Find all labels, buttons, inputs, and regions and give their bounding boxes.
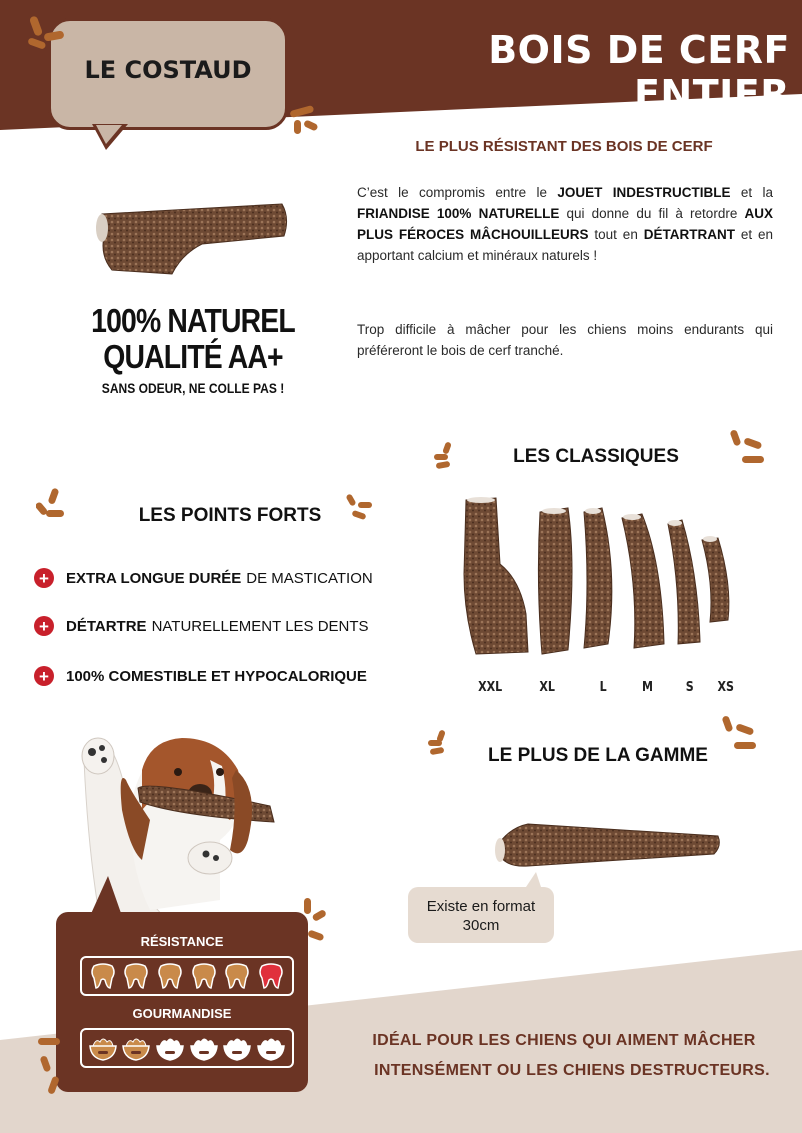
page-title: BOIS DE CERF ENTIER — [488, 28, 790, 116]
intro-paragraph: C’est le compromis entre le JOUET INDESTRUCTIBLE et la FRIANDISE 100% NATURELLE qui donne du fil à retordre AUX PLUS FÉROCES MÂCHOUILLEURS tout en DÉTARTRANT et en apportant calcium et minéraux naturels ! — [357, 185, 774, 263]
list-item: + EXTRA LONGUE DURÉE DE MASTICATION — [34, 568, 404, 588]
tooth-icon — [224, 962, 250, 990]
resistance-rating — [80, 956, 294, 996]
burst-icon — [730, 428, 770, 472]
antlers-sizes-image — [456, 494, 756, 664]
bowl-icon — [155, 1034, 185, 1062]
tooth-icon — [258, 962, 284, 990]
footer-line-2: INTENSÉMENT OU LES CHIENS DESTRUCTEURS. — [374, 1062, 770, 1079]
tooth-icon — [191, 962, 217, 990]
size-label: M — [641, 680, 653, 695]
burst-icon — [36, 1036, 76, 1100]
long-antler-image — [488, 814, 724, 876]
quality-line-2: QUALITÉ AA+ — [103, 338, 283, 375]
plus-icon: + — [34, 616, 54, 636]
burst-icon — [36, 486, 72, 522]
plus-icon: + — [34, 666, 54, 686]
size-label: XS — [717, 680, 734, 695]
size-label: S — [685, 680, 694, 695]
format-note: Existe en format 30cm — [408, 887, 554, 943]
intro-subtitle: LE PLUS RÉSISTANT DES BOIS DE CERF — [415, 138, 713, 155]
gourmandise-label: GOURMANDISE — [132, 1006, 232, 1021]
burst-icon — [426, 728, 456, 756]
badge-text: LE COSTAUD — [84, 56, 252, 84]
range-heading: LE PLUS DE LA GAMME — [488, 745, 708, 766]
list-item: + DÉTARTRE NATURELLEMENT LES DENTS — [34, 616, 404, 636]
bowl-icon — [88, 1034, 118, 1062]
size-label: XXL — [478, 680, 503, 695]
tooth-icon — [123, 962, 149, 990]
gourmandise-rating — [80, 1028, 294, 1068]
bowl-icon — [121, 1034, 151, 1062]
tooth-icon — [90, 962, 116, 990]
bowl-icon — [189, 1034, 219, 1062]
size-label: L — [599, 680, 607, 695]
intro-paragraph-2: Trop difficile à mâcher pour les chiens moins endurants qui préféreront le bois de cerf tranché. — [357, 322, 773, 358]
footer-line-1: IDÉAL POUR LES CHIENS QUI AIMENT MÂCHER — [372, 1032, 756, 1049]
quality-line-3: SANS ODEUR, NE COLLE PAS ! — [101, 380, 285, 396]
burst-icon — [286, 104, 326, 140]
resistance-label: RÉSISTANCE — [140, 934, 224, 949]
antler-image — [92, 196, 292, 286]
tooth-icon — [157, 962, 183, 990]
size-label: XL — [539, 680, 555, 695]
plus-icon: + — [34, 568, 54, 588]
classics-heading: LES CLASSIQUES — [513, 446, 679, 467]
bowl-icon — [222, 1034, 252, 1062]
list-item: + 100% COMESTIBLE ET HYPOCALORIQUE — [34, 666, 404, 686]
burst-icon — [24, 14, 70, 60]
quality-line-1: 100% NATUREL — [91, 302, 295, 339]
points-heading: LES POINTS FORTS — [138, 505, 322, 526]
bowl-icon — [256, 1034, 286, 1062]
